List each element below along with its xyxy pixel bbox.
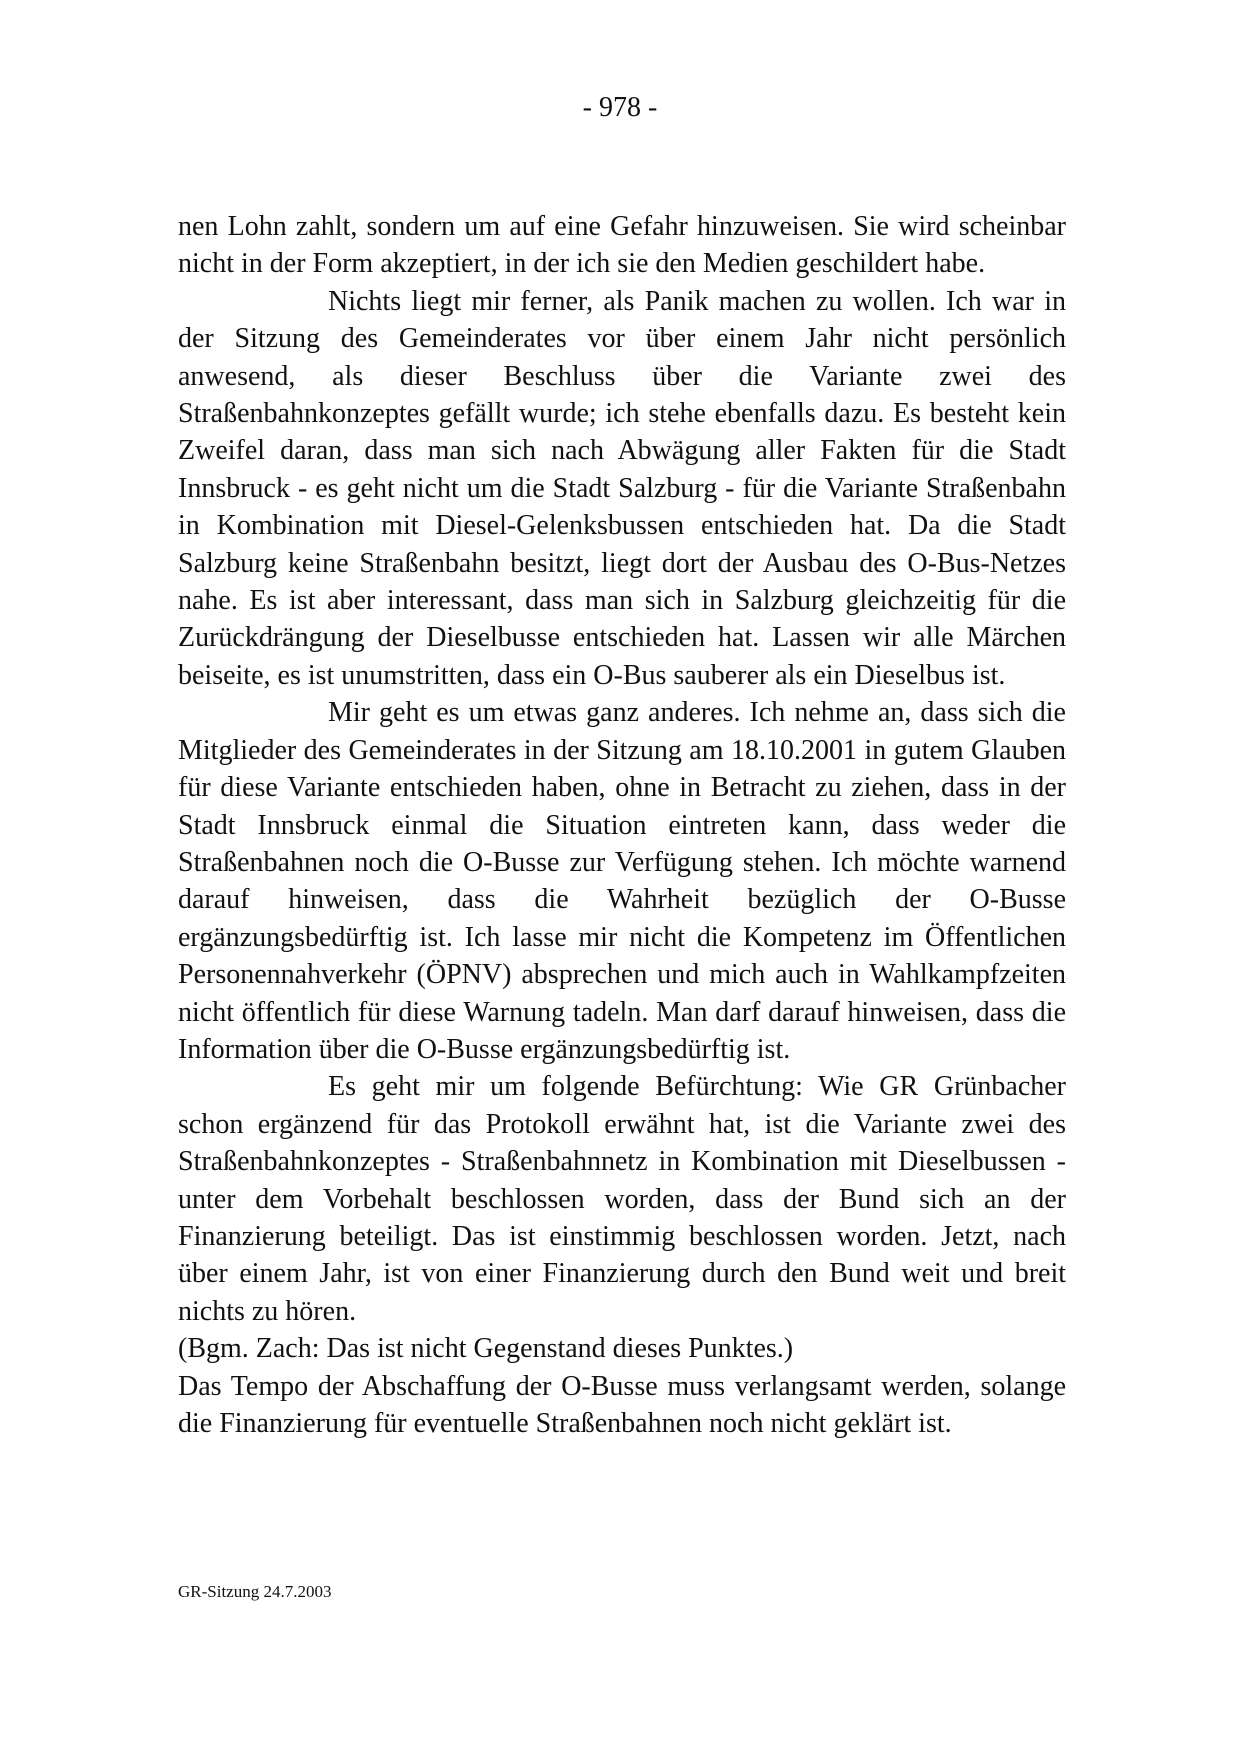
paragraph: nen Lohn zahlt, sondern um auf eine Gefahr hinzuweisen. Sie wird scheinbar nicht in der Form akzeptiert, in der ich sie den Medien geschildert habe. [178, 211, 1066, 280]
page-number: - 978 - [582, 92, 658, 123]
paragraph: Es geht mir um folgende Befürchtung: Wie GR Grünbacher schon ergänzend für das Protokoll erwähnt hat, ist die Variante zwei des Straßenbahnkonzeptes - Straßenbahnnetz in Kombination mit Dieselbussen - unter dem Vorbehalt beschlossen worden, dass der Bund sich an der Finanzierung beteiligt. Das ist einstimmig beschlossen worden. Jetzt, nach über einem Jahr, ist von einer Finanzierung durch den Bund weit und breit nichts zu hören. [178, 1071, 1066, 1327]
paragraph: Mir geht es um etwas ganz anderes. Ich nehme an, dass sich die Mitglieder des Gemeinderates in der Sitzung am 18.10.2001 in gutem Glauben für diese Variante entschieden haben, ohne in Betracht zu ziehen, dass in der Stadt Innsbruck einmal die Situation eintreten kann, dass weder die Straßenbahnen noch die O-Busse zur Verfügung stehen. Ich möchte warnend darauf hinweisen, dass die Wahrheit bezüglich der O-Busse ergänzungsbedürftig ist. Ich lasse mir nicht die Kompetenz im Öffentlichen Personennahverkehr (ÖPNV) absprechen und mich auch in Wahlkampfzeiten nicht öffentlich für diese Warnung tadeln. Man darf darauf hinweisen, dass die Information über die O-Busse ergänzungsbedürftig ist. [178, 697, 1066, 1065]
interjection: (Bgm. Zach: Das ist nicht Gegenstand dieses Punktes.) [178, 1333, 794, 1365]
document-body [178, 208, 1066, 1442]
paragraph: Nichts liegt mir ferner, als Panik machen zu wollen. Ich war in der Sitzung des Gemeinderates vor über einem Jahr nicht persönlich anwesend, als dieser Beschluss über die Variante zwei des Straßenbahnkonzeptes gefällt wurde; ich stehe ebenfalls dazu. Es besteht kein Zweifel daran, dass man sich nach Abwägung aller Fakten für die Stadt Innsbruck - es geht nicht um die Stadt Salzburg - für die Variante Straßenbahn in Kombination mit Diesel-Gelenksbussen entschieden hat. Da die Stadt Salzburg keine Straßenbahn besitzt, liegt dort der Ausbau des O-Bus-Netzes nahe. Es ist aber interessant, dass man sich in Salzburg gleichzeitig für die Zurückdrängung der Dieselbusse entschieden hat. Lassen wir alle Märchen beiseite, es ist unumstritten, dass ein O-Bus sauberer als ein Dieselbus ist. [178, 285, 1066, 691]
paragraph: Das Tempo der Abschaffung der O-Busse muss verlangsamt werden, solange die Finanzierung für eventuelle Straßenbahnen noch nicht geklärt ist. [178, 1370, 1066, 1439]
footer-session-date: GR-Sitzung 24.7.2003 [178, 1582, 332, 1601]
